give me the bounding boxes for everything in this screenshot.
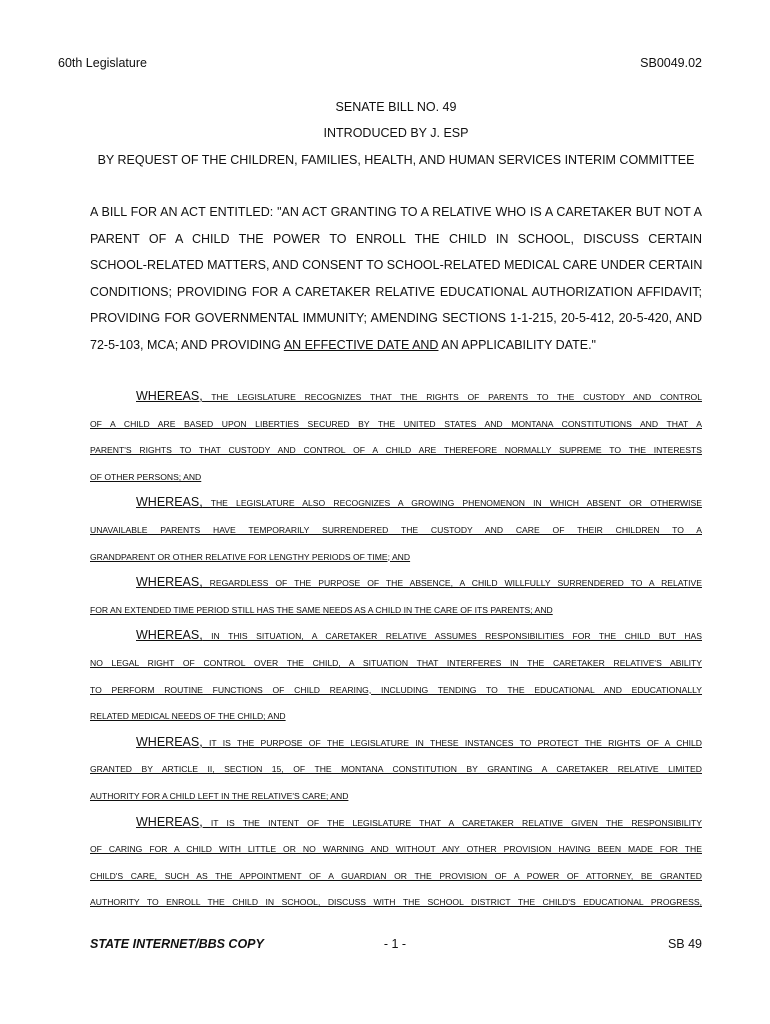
whereas-line-text: TO PERFORM ROUTINE FUNCTIONS OF CHILD REARING, INCLUDING TENDING TO THE EDUCATIONAL AND EDUCATIONALLY (90, 684, 702, 695)
whereas-line (90, 897, 702, 907)
whereas-label: WHEREAS, (136, 628, 203, 643)
act-line: A BILL FOR AN ACT ENTITLED: "AN ACT GRANTING TO A RELATIVE WHO IS A CARETAKER BUT NOT A (90, 205, 702, 219)
act-line: PROVIDING FOR GOVERNMENTAL IMMUNITY; AMENDING SECTIONS 1-1-215, 20-5-412, 20-5-420, AND (90, 311, 702, 325)
act-line: SCHOOL-RELATED MATTERS, AND CONSENT TO SCHOOL-RELATED MEDICAL CARE UNDER CERTAIN (90, 258, 703, 272)
whereas-line-text: GRANTED BY ARTICLE II, SECTION 15, OF THE MONTANA CONSTITUTION BY GRANTING A CARETAKER RELATIVE LIMITED (90, 764, 702, 775)
bill-number: SENATE BILL NO. 49 (335, 100, 457, 114)
whereas-first-line (90, 628, 702, 642)
whereas-line (90, 764, 702, 774)
whereas-label: WHEREAS, (136, 814, 203, 829)
page-number: - 1 - (383, 937, 407, 951)
whereas-first-line-text (136, 389, 702, 403)
whereas-line (90, 658, 702, 668)
whereas-label: WHEREAS, (136, 575, 203, 590)
whereas-line (90, 472, 702, 482)
whereas-first-line-text (136, 628, 702, 642)
act-line: PARENT OF A CHILD THE POWER TO ENROLL THE CHILD IN SCHOOL, DISCUSS CERTAIN (90, 232, 702, 246)
whereas-line-text: PARENT'S RIGHTS TO THAT CUSTODY AND CONTROL OF A CHILD ARE THEREFORE NORMALLY SUPREME TO THE INTERESTS (90, 445, 702, 456)
whereas-line-text: AUTHORITY FOR A CHILD LEFT IN THE RELATIVE'S CARE; AND (90, 791, 349, 801)
whereas-line (90, 552, 702, 562)
act-last-underlined: AN EFFECTIVE DATE AND (283, 338, 439, 352)
whereas-line-text: GRANDPARENT OR OTHER RELATIVE FOR LENGTHY PERIODS OF TIME; AND (90, 551, 411, 562)
act-line: CONDITIONS; PROVIDING FOR A CARETAKER RELATIVE EDUCATIONAL AUTHORIZATION AFFIDAVIT; (90, 285, 702, 299)
whereas-line-text: RELATED MEDICAL NEEDS OF THE CHILD; AND (90, 711, 286, 722)
whereas-line (90, 445, 702, 455)
header-bill-code: SB0049.02 (640, 56, 702, 70)
whereas-first-text: THE LEGISLATURE RECOGNIZES THAT THE RIGHTS OF PARENTS TO THE CUSTODY AND CONTROL (202, 392, 702, 402)
whereas-line (90, 844, 702, 854)
whereas-first-text: IT IS THE INTENT OF THE LEGISLATURE THAT A CARETAKER RELATIVE GIVEN THE RESPONSIBILITY (202, 817, 702, 828)
whereas-line (90, 525, 702, 535)
request-line: BY REQUEST OF THE CHILDREN, FAMILIES, HEALTH, AND HUMAN SERVICES INTERIM COMMITTEE (97, 153, 695, 167)
whereas-line-text: AUTHORITY TO ENROLL THE CHILD IN SCHOOL, DISCUSS WITH THE SCHOOL DISTRICT THE CHILD'S EDUCATIONAL PROGRESS, (90, 897, 702, 908)
whereas-line (90, 685, 702, 695)
whereas-first-text: THE LEGISLATURE ALSO RECOGNIZES A GROWING PHENOMENON IN WHICH ABSENT OR OTHERWISE (202, 498, 702, 509)
whereas-line-text: CHILD'S CARE, SUCH AS THE APPOINTMENT OF A GUARDIAN OR THE PROVISION OF A POWER OF ATTORNEY, BE GRANTED (90, 870, 702, 881)
act-line-last (90, 338, 702, 352)
whereas-line (90, 605, 702, 615)
whereas-first-line-text (136, 575, 702, 589)
whereas-label: WHEREAS, (136, 734, 203, 749)
whereas-first-text: REGARDLESS OF THE PURPOSE OF THE ABSENCE, A CHILD WILLFULLY SURRENDERED TO A RELATIVE (202, 578, 702, 589)
whereas-label: WHEREAS, (136, 495, 203, 510)
whereas-line-text: OF A CHILD ARE BASED UPON LIBERTIES SECURED BY THE UNITED STATES AND MONTANA CONSTITUTIONS AND THAT A (90, 418, 702, 429)
whereas-label: WHEREAS, (136, 389, 203, 403)
whereas-first-text: IN THIS SITUATION, A CARETAKER RELATIVE ASSUMES RESPONSIBILITIES FOR THE CHILD BUT HAS (202, 631, 702, 642)
introduced-by: INTRODUCED BY J. ESP (323, 126, 469, 140)
whereas-line-text: OF CARING FOR A CHILD WITH LITTLE OR NO WARNING AND WITHOUT ANY OTHER PROVISION HAVING BEEN MADE FOR THE (90, 844, 702, 855)
whereas-first-line (90, 815, 702, 829)
whereas-first-line (90, 575, 702, 589)
whereas-line-text: NO LEGAL RIGHT OF CONTROL OVER THE CHILD, A SITUATION THAT INTERFERES IN THE CARETAKER RELATIVE'S ABILITY (90, 658, 702, 668)
footer-copy-label: STATE INTERNET/BBS COPY (90, 937, 264, 951)
whereas-line (90, 791, 702, 801)
whereas-first-line (90, 389, 702, 403)
whereas-line-text: FOR AN EXTENDED TIME PERIOD STILL HAS THE SAME NEEDS AS A CHILD IN THE CARE OF ITS PARENTS; AND (90, 604, 553, 615)
whereas-first-text: IT IS THE PURPOSE OF THE LEGISLATURE IN THESE INSTANCES TO PROTECT THE RIGHTS OF A CHILD (202, 737, 702, 748)
whereas-first-line-text (136, 495, 702, 509)
act-last-pre: 72-5-103, MCA; AND PROVIDING (90, 338, 284, 352)
whereas-first-line-text (136, 735, 702, 749)
footer-bill-short: SB 49 (667, 937, 702, 951)
whereas-first-line (90, 495, 702, 509)
whereas-line-text: UNAVAILABLE PARENTS HAVE TEMPORARILY SURRENDERED THE CUSTODY AND CARE OF THEIR CHILDREN TO A (90, 525, 702, 535)
whereas-first-line (90, 735, 702, 749)
whereas-first-line-text (136, 815, 702, 829)
header-legislature: 60th Legislature (58, 56, 147, 70)
act-last-post: AN APPLICABILITY DATE." (438, 338, 596, 352)
whereas-line (90, 419, 702, 429)
whereas-line (90, 871, 702, 881)
whereas-line-text: OF OTHER PERSONS; AND (90, 471, 202, 482)
whereas-line (90, 711, 702, 721)
